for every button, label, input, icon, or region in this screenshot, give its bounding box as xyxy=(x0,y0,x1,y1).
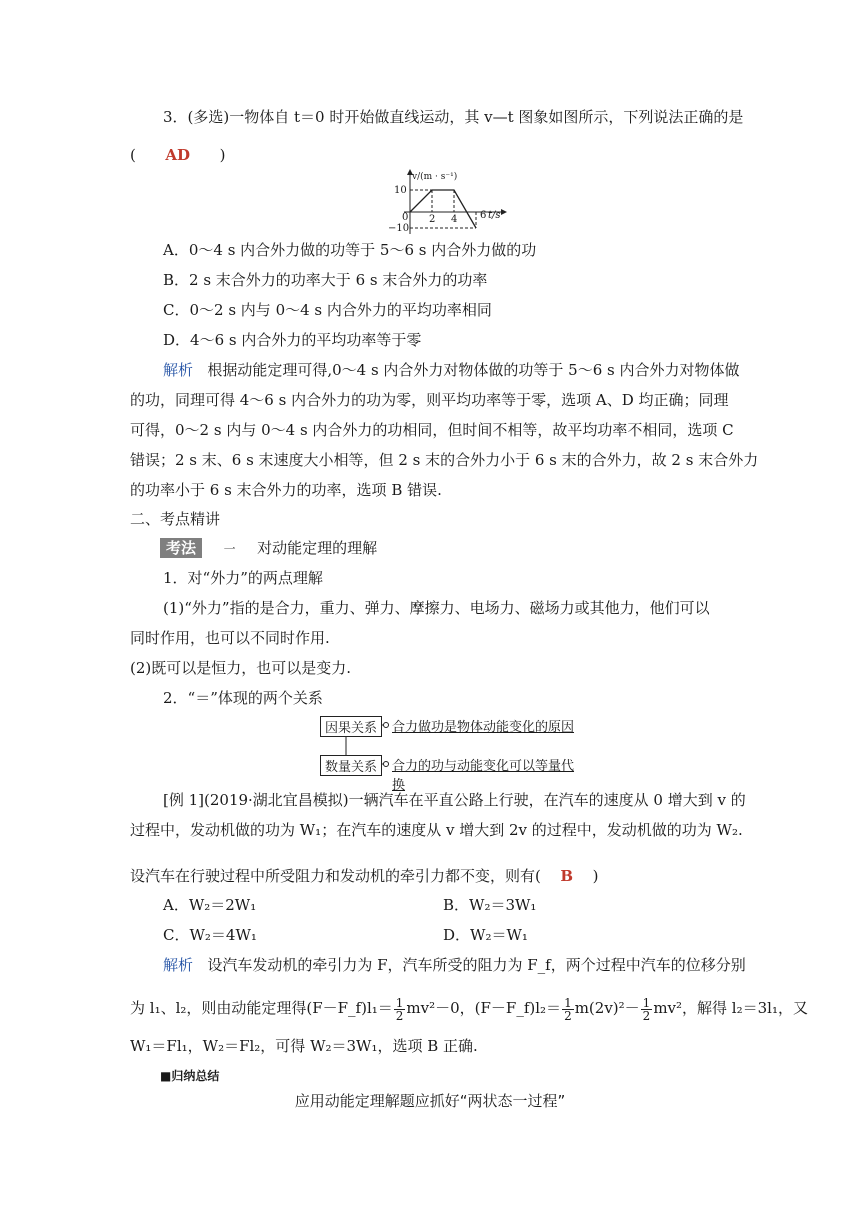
fraction-half: $\frac{1}{2}$ xyxy=(642,995,651,1023)
q3-answer: AD xyxy=(165,146,191,164)
q3-analysis-line-4: 错误；2 s 末、6 s 末速度大小相等，但 2 s 末的合外力小于 6 s 末的合外力，故 2 s 末合外力 xyxy=(130,451,759,469)
ex1-option-a: A．W₂＝2W₁ xyxy=(163,896,257,914)
section-heading: 二、考点精讲 xyxy=(130,510,221,528)
analysis-label: 解析 xyxy=(163,361,194,379)
relation-diagram xyxy=(316,716,576,793)
x-tick-4: 4 xyxy=(451,214,458,225)
q3-answer-bracket xyxy=(130,145,226,165)
ex1-option-d: D．W₂＝W₁ xyxy=(443,926,528,944)
ex1-analysis-line-3: W₁＝Fl₁，W₂＝Fl₂，可得 W₂＝3W₁，选项 B 正确. xyxy=(130,1037,478,1055)
method-number: 一 xyxy=(223,542,236,556)
y-label: v/(m · s⁻¹) xyxy=(412,172,458,182)
ex1-line-2: 过程中，发动机做的功为 W₁；在汽车的速度从 v 增大到 2v 的过程中，发动机做的功为 W₂. xyxy=(130,821,743,839)
v-t-graph xyxy=(380,168,510,236)
velocity-line xyxy=(410,190,476,228)
para-1: 1．对“外力”的两点理解 xyxy=(163,569,323,587)
method-heading xyxy=(160,538,377,559)
box-quantity: 数量关系 xyxy=(320,755,382,776)
fraction-half: $\frac{1}{2}$ xyxy=(395,995,404,1023)
para-2b: 同时作用，也可以不同时作用. xyxy=(130,629,330,647)
y-tick-10: 10 xyxy=(394,185,407,196)
y-tick-0: 0 xyxy=(402,212,409,223)
q3-option-c: C．0～2 s 内与 0～4 s 内合外力的平均功率相同 xyxy=(163,301,492,319)
ex1-analysis-line-1: 解析 设汽车发动机的牵引力为 F，汽车所受的阻力为 F_f，两个过程中汽车的位移分别 xyxy=(163,956,746,974)
causal-text: 合力做功是物体动能变化的原因 xyxy=(392,720,575,735)
fraction-half: $\frac{1}{2}$ xyxy=(564,995,572,1023)
x-axis-arrow xyxy=(501,209,507,215)
quantity-text: 合力的功与动能变化可以等量代换 xyxy=(392,759,575,793)
q3-analysis-line-1: 解析 根据动能定理可得,0～4 s 内合外力对物体做的功等于 5～6 s 内合外力对物体做 xyxy=(163,361,740,379)
ex1-analysis-label: 解析 xyxy=(163,956,194,974)
ex1-analysis-line-2: 为 l₁、l₂，则由动能定理得(F－F_f)l₁＝ $\frac{1}{2}$ mv²－0，(F－F_f)l₂＝ $\frac{1}{2}$ m(2v)²－ $\frac{1}{2}$ mv²，解得 l₂＝3l₁，又 xyxy=(130,995,808,1023)
q3-option-b: B．2 s 末合外力的功率大于 6 s 末合外力的功率 xyxy=(163,271,488,289)
summary-title: 应用动能定理解题应抓好“两状态一过程” xyxy=(294,1092,566,1110)
x-tick-2: 2 xyxy=(429,214,436,225)
method-title: 对动能定理的理解 xyxy=(257,539,378,557)
para-4: 2．“＝”体现的两个关系 xyxy=(163,689,323,707)
para-2a: (1)“外力”指的是合力，重力、弹力、摩擦力、电场力、磁场力或其他力，他们可以 xyxy=(163,599,710,617)
q3-analysis-line-3: 可得，0～2 s 内与 0～4 s 内合外力的功相同，但时间不相等，故平均功率不相同，选项 C xyxy=(130,421,734,439)
ex1-line-3: 设汽车在行驶过程中所受阻力和发动机的牵引力都不变，则有( B ) xyxy=(130,867,599,885)
q3-analysis-line-5: 的功率小于 6 s 末合外力的功率，选项 B 错误. xyxy=(130,481,442,499)
y-tick-neg10: −10 xyxy=(388,223,410,234)
ex1-answer: B xyxy=(560,867,574,885)
para-3: (2)既可以是恒力，也可以是变力. xyxy=(130,659,352,677)
method-badge: 考法 xyxy=(160,538,202,558)
q3-option-d: D．4～6 s 内合外力的平均功率等于零 xyxy=(163,331,422,349)
paren-close: ) xyxy=(219,146,226,164)
q3-stem: 3．(多选)一物体自 t＝0 时开始做直线运动，其 v—t 图象如图所示，下列说法正确的是 xyxy=(163,108,744,126)
q3-option-a: A．0～4 s 内合外力做的功等于 5～6 s 内合外力做的功 xyxy=(163,241,537,259)
ex1-line-1: [例 1](2019·湖北宜昌模拟)一辆汽车在平直公路上行驶，在汽车的速度从 0 增大到 v 的 xyxy=(163,791,746,809)
ex1-option-c: C．W₂＝4W₁ xyxy=(163,926,257,944)
summary-label: ■归纳总结 xyxy=(160,1069,220,1083)
ex1-option-b: B．W₂＝3W₁ xyxy=(443,896,537,914)
box-causal: 因果关系 xyxy=(320,716,382,737)
q3-analysis-line-2: 的功，同理可得 4～6 s 内合外力的功为零，则平均功率等于零，选项 A、D 均正确；同理 xyxy=(130,391,729,409)
x-label: t/s xyxy=(488,210,501,221)
paren-open: ( xyxy=(130,146,136,164)
x-tick-6: 6 xyxy=(480,210,487,221)
